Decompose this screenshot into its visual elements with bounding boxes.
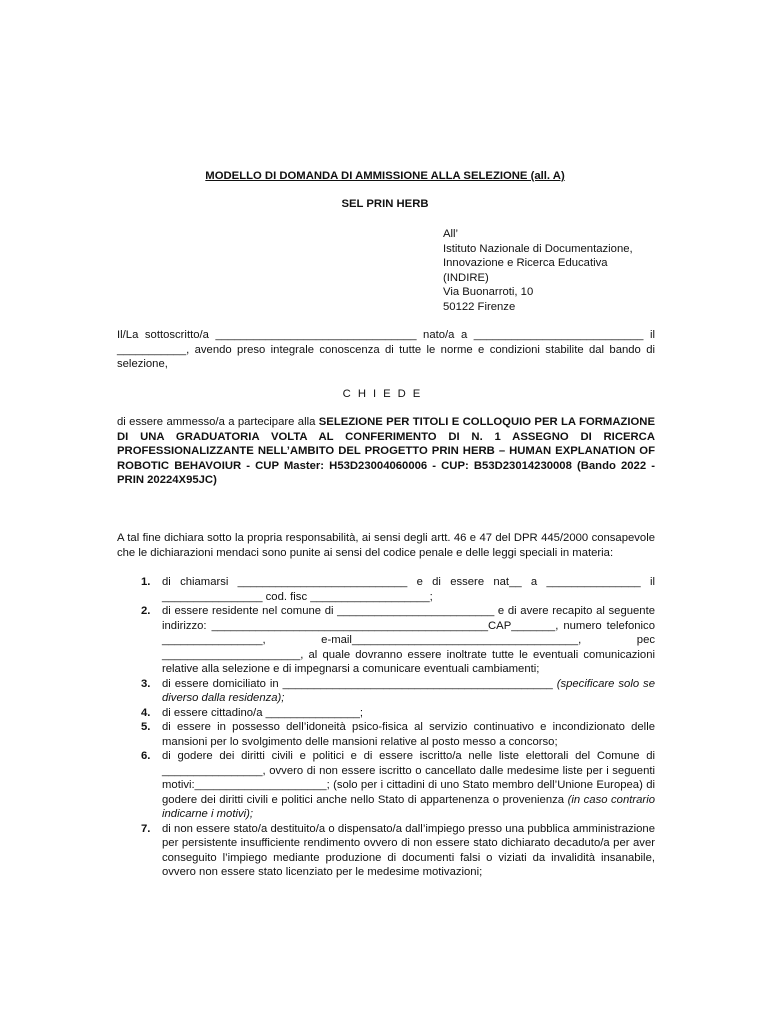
address-line: All’	[443, 228, 459, 240]
request-selection-title: SELEZIONE PER TITOLI E COLLOQUIO PER LA FORMAZIONE DI UNA GRADUATORIA VOLTA AL CONFERIMENTO DI N. 1 ASSEGNO DI RICERCA PROFESSIONALIZZANTE NELL’AMBITO DEL PROGETTO PRIN HERB – HUMAN EXPLANATION OF ROBOTIC BEHAVOIUR - CUP Master: H53D23004060006 - CUP: B53D23014230008 (Bando 2022 - PRIN 20224X95JC)	[117, 416, 655, 486]
list-item	[117, 604, 655, 677]
recipient-address	[443, 227, 743, 314]
item-text: di chiamarsi ___________________________ e di essere nat__ a _______________ il ________________ cod. fisc ___________________;	[162, 576, 655, 603]
item-number: 6.	[141, 750, 151, 762]
item-note: (in caso contrario indicarne i motivi);	[162, 793, 655, 820]
list-item	[117, 706, 655, 721]
item-number: 1.	[141, 576, 151, 588]
address-line: (INDIRE)	[443, 271, 489, 284]
item-number: 7.	[141, 822, 151, 835]
form-title: MODELLO DI DOMANDA DI AMMISSIONE ALLA SELEZIONE (all. A)	[205, 170, 565, 182]
list-item	[117, 677, 655, 706]
request-paragraph	[117, 415, 655, 488]
list-item	[117, 575, 655, 604]
item-note: (specificare solo se diverso dalla residenza);	[162, 677, 655, 704]
item-text: di essere in possesso dell’idoneità psico-fisica al servizio continuativo e incondizionato delle mansioni per lo svolgimento delle mansioni relative al posto messo a concorso;	[162, 721, 655, 748]
declaration-paragraph: A tal fine dichiara sotto la propria responsabilità, ai sensi degli artt. 46 e 47 del DPR 445/2000 consapevole che le dichiarazioni mendaci sono punite ai sensi del codice penale e delle leggi speciali in materia:	[117, 532, 655, 559]
list-item	[117, 720, 655, 749]
declaration-list	[117, 575, 655, 880]
form-subtitle: SEL PRIN HERB	[341, 198, 429, 210]
chiede-heading: CHIEDE	[342, 388, 428, 400]
item-number: 2.	[141, 605, 151, 617]
address-line: 50122 Firenze	[443, 300, 516, 313]
address-line: Via Buonarroti, 10	[443, 286, 534, 298]
item-text: di non essere stato/a destituito/a o dispensato/a dall’impiego presso una pubblica amministrazione per persistente insufficiente rendimento ovvero di non essere stato dichiarato decaduto/a per aver conseguito l’impiego mediante produzione di documenti falsi o viziati da invalidità insanabile, ovvero non essere stato licenziato per le medesime motivazioni;	[162, 822, 655, 878]
address-line: Innovazione e Ricerca Educativa	[443, 257, 608, 269]
list-item	[117, 749, 655, 822]
item-text: di essere residente nel comune di _________________________ e di avere recapito al seguente indirizzo: ____________________________________________CAP_______, numero telefonico ________________, e-mail____________________________________, pec ______________________, al quale dovranno essere inoltrate tutte le eventuali comunicazioni relative alla selezione e di impegnarsi a comunicare eventuali cambiamenti;	[162, 605, 655, 675]
item-text: di essere domiciliato in ___________________________________________	[162, 677, 557, 690]
item-number: 5.	[141, 721, 151, 733]
list-item	[117, 822, 655, 880]
item-number: 4.	[141, 706, 151, 719]
item-text: di godere dei diritti civili e politici e di essere iscritto/a nelle liste elettorali del Comune di ________________, ovvero di non essere iscritto o cancellato dalle medesime liste per i seguenti motivi:_____________________; (solo per i cittadini di uno Stato membro dell’Unione Europea) di godere dei diritti civili e politici anche nello Stato di appartenenza o provenienza	[162, 750, 655, 806]
item-text: di essere cittadino/a _______________;	[162, 706, 363, 719]
request-prefix: di essere ammesso/a a partecipare alla	[117, 416, 319, 428]
address-line: Istituto Nazionale di Documentazione,	[443, 242, 633, 255]
item-number: 3.	[141, 677, 151, 690]
applicant-intro-paragraph: Il/La sottoscritto/a ________________________________ nato/a a ___________________________ il ___________, avendo preso integrale conoscenza di tutte le norme e condizioni stabilite dal bando di selezione,	[117, 329, 655, 370]
